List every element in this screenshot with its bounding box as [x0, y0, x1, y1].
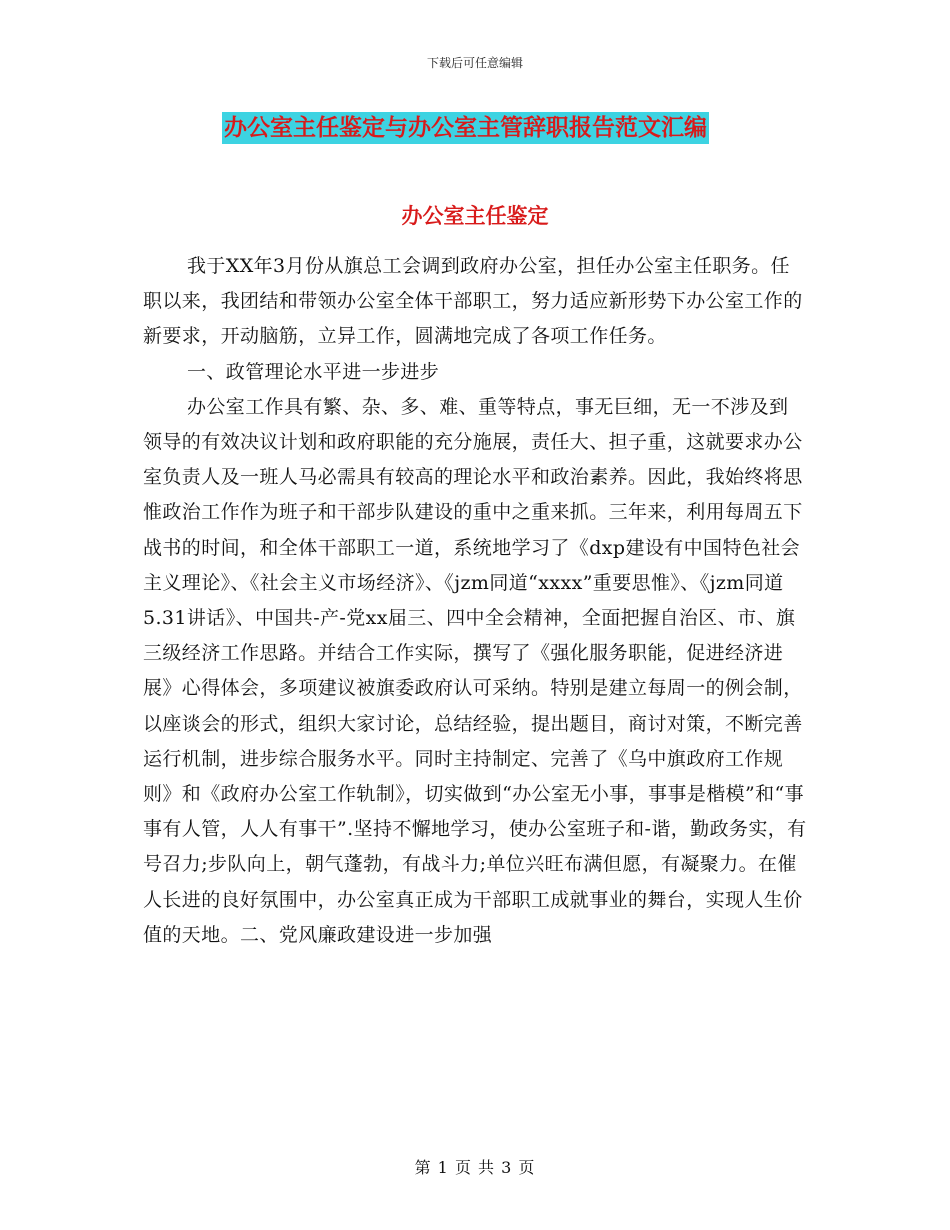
paragraph-heading-1: 一、政管理论水平进一步进步	[187, 360, 440, 383]
paragraph-intro: 我于XX年3月份从旗总工会调到政府办公室，担任办公室主任职务。任职以来，我团结和带领办公室全体干部职工，努力适应新形势下办公室工作的新要求，开动脑筋，立异工作，圆满地完成了各项工作任务。	[143, 255, 803, 348]
page-number: 第 1 页 共 3 页	[414, 1158, 536, 1177]
section-title: 办公室主任鉴定	[401, 203, 549, 228]
header-note: 下载后可任意编辑	[426, 56, 523, 70]
document-body	[143, 249, 807, 953]
paragraph-body-1: 办公室工作具有繁、杂、多、难、重等特点，事无巨细，无一不涉及到领导的有效决议计划和政府职能的充分施展，责任大、担子重，这就要求办公室负责人及一班人马必需具有较高的理论水平和政治素养。因此，我始终将思惟政治工作作为班子和干部步队建设的重中之重来抓。三年来，利用每周五下战书的时间，和全体干部职工一道，系统地学习了《dxp建设有中国特色社会主义理论》、《社会主义市场经济》、《jzm同道“xxxx”重要思惟》、《jzm同道5.31讲话》、中国共-产-党xx届三、四中全会精神，全面把握自治区、市、旗三级经济工作思路。并结合工作实际，撰写了《强化服务职能，促进经济进展》心得体会，多项建议被旗委政府认可采纳。特别是建立每周一的例会制，以座谈会的形式，组织大家讨论，总结经验，提出题目，商讨对策，不断完善运行机制，进步综合服务水平。同时主持制定、完善了《乌中旗政府工作规则》和《政府办公室工作轨制》，切实做到“办公室无小事，事事是楷模”和“事事有人管，人人有事干”.坚持不懈地学习，使办公室班子和-谐，勤政务实，有号召力;步队向上，朝气蓬勃，有战斗力;单位兴旺布满但愿，有凝聚力。在催人长进的良好氛围中，办公室真正成为干部职工成就事业的舞台，实现人生价值的天地。二、党风廉政建设进一步加强	[143, 395, 807, 946]
document-title: 办公室主任鉴定与办公室主管辞职报告范文汇编	[224, 114, 707, 141]
